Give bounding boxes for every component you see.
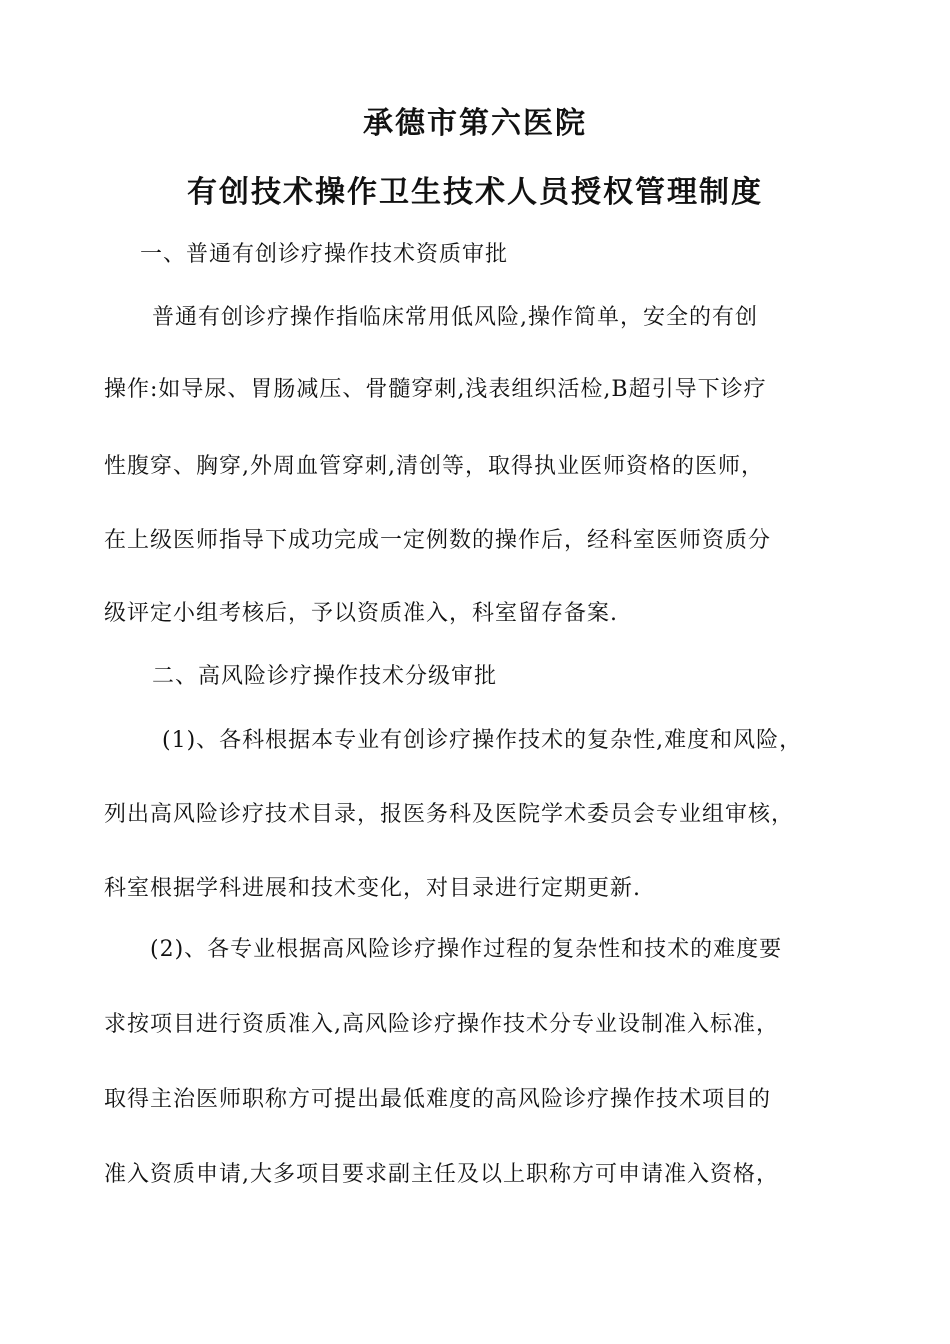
paragraph-line: 普通有创诊疗操作指临床常用低风险,操作简单，安全的有创 bbox=[152, 305, 758, 330]
paragraph-line: 在上级医师指导下成功完成一定例数的操作后，经科室医师资质分 bbox=[104, 528, 772, 553]
section-heading-2: 二、高风险诊疗操作技术分级审批 bbox=[152, 664, 498, 689]
paragraph-line: 求按项目进行资质准入,高风险诊疗操作技术分专业设制准入标准， bbox=[104, 1012, 779, 1037]
paragraph-line: 科室根据学科进展和技术变化，对目录进行定期更新. bbox=[104, 876, 641, 901]
hospital-name-title: 承德市第六医院 bbox=[363, 106, 587, 141]
paragraph-line: (1)、各科根据本专业有创诊疗操作技术的复杂性,难度和风险， bbox=[162, 728, 803, 753]
paragraph-line: 级评定小组考核后，予以资质准入，科室留存备案. bbox=[104, 601, 618, 626]
section-heading-1: 一、普通有创诊疗操作技术资质审批 bbox=[140, 242, 509, 267]
paragraph-line: 列出高风险诊疗技术目录，报医务科及医院学术委员会专业组审核， bbox=[104, 802, 795, 827]
paragraph-line: 性腹穿、胸穿,外周血管穿刺,清创等，取得执业医师资格的医师， bbox=[104, 454, 764, 479]
paragraph-line: 准入资质申请,大多项目要求副主任及以上职称方可申请准入资格， bbox=[104, 1162, 779, 1187]
policy-title: 有创技术操作卫生技术人员授权管理制度 bbox=[187, 175, 763, 210]
paragraph-line: (2)、各专业根据高风险诊疗操作过程的复杂性和技术的难度要 bbox=[150, 937, 783, 962]
paragraph-line: 取得主治医师职称方可提出最低难度的高风险诊疗操作技术项目的 bbox=[104, 1087, 772, 1112]
paragraph-line: 操作:如导尿、胃肠减压、骨髓穿刺,浅表组织活检,B超引导下诊疗 bbox=[104, 377, 767, 402]
